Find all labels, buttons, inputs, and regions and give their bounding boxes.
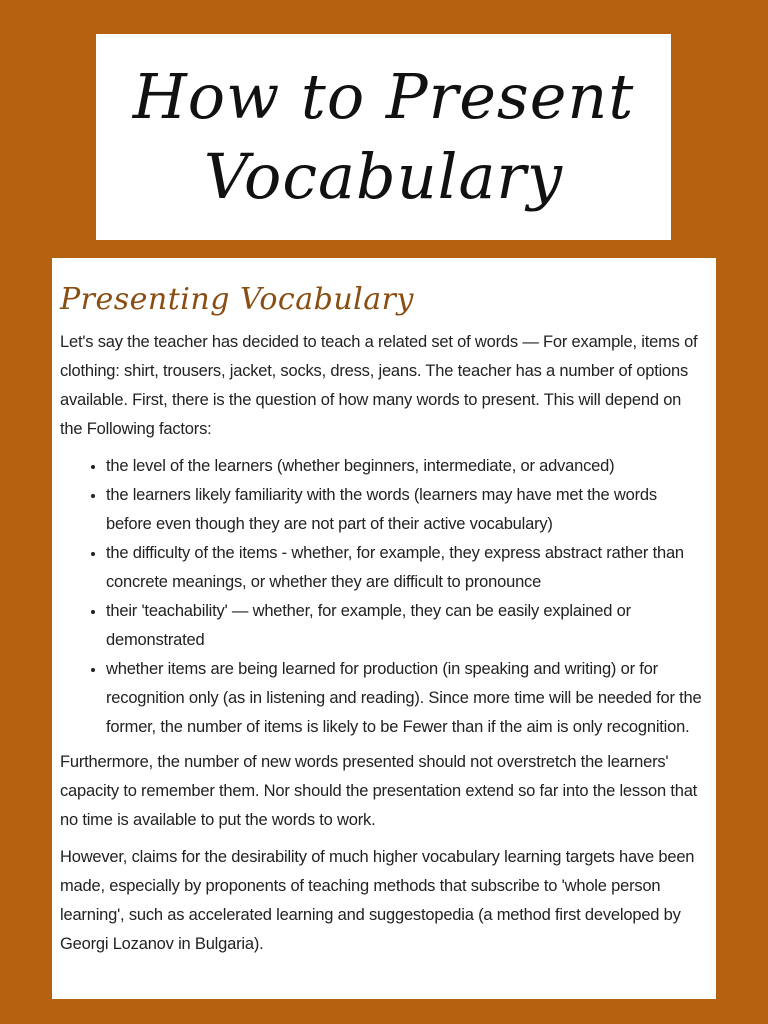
paragraph-targets: However, claims for the desirability of much higher vocabulary learning targets have been made, especially by proponents of teaching methods that subscribe to 'whole person learning', such as accelerated learning and suggestopedia (a method first developed by Georgi Lozanov in Bulgaria). xyxy=(60,848,695,953)
section-heading: Presenting Vocabulary xyxy=(60,282,414,317)
intro-paragraph: Let's say the teacher has decided to teach a related set of words — For example, items of clothing: shirt, trousers, jacket, socks, dress, jeans. The teacher has a number of options available. First, there is the question of how many words to present. This will depend on the Following factors: xyxy=(60,333,698,438)
list-item: • the learners likely familiarity with the words (learners may have met the words before even though they are not part of their active vocabulary) xyxy=(106,481,704,539)
list-item: • the difficulty of the items - whether, for example, they express abstract rather than concrete meanings, or whether they are difficult to pronounce xyxy=(106,539,704,597)
paragraph-capacity: Furthermore, the number of new words presented should not overstretch the learners' capacity to remember them. Nor should the presentation extend so far into the lesson that no time is available to put the words to work. xyxy=(60,753,698,829)
page-title-line-1: How to Present xyxy=(132,60,635,133)
content-panel xyxy=(52,258,716,999)
list-item: • their 'teachability' — whether, for example, they can be easily explained or demonstrated xyxy=(106,597,704,655)
list-item: • whether items are being learned for production (in speaking and writing) or for recognition only (as in listening and reading). Since more time will be needed for the former, the number of items is likely to be Fewer than if the aim is only recognition. xyxy=(106,655,704,742)
factors-list xyxy=(60,452,704,742)
list-item: • the level of the learners (whether beginners, intermediate, or advanced) xyxy=(106,452,704,481)
title-banner xyxy=(96,34,671,240)
page-title-line-2: Vocabulary xyxy=(203,140,564,213)
